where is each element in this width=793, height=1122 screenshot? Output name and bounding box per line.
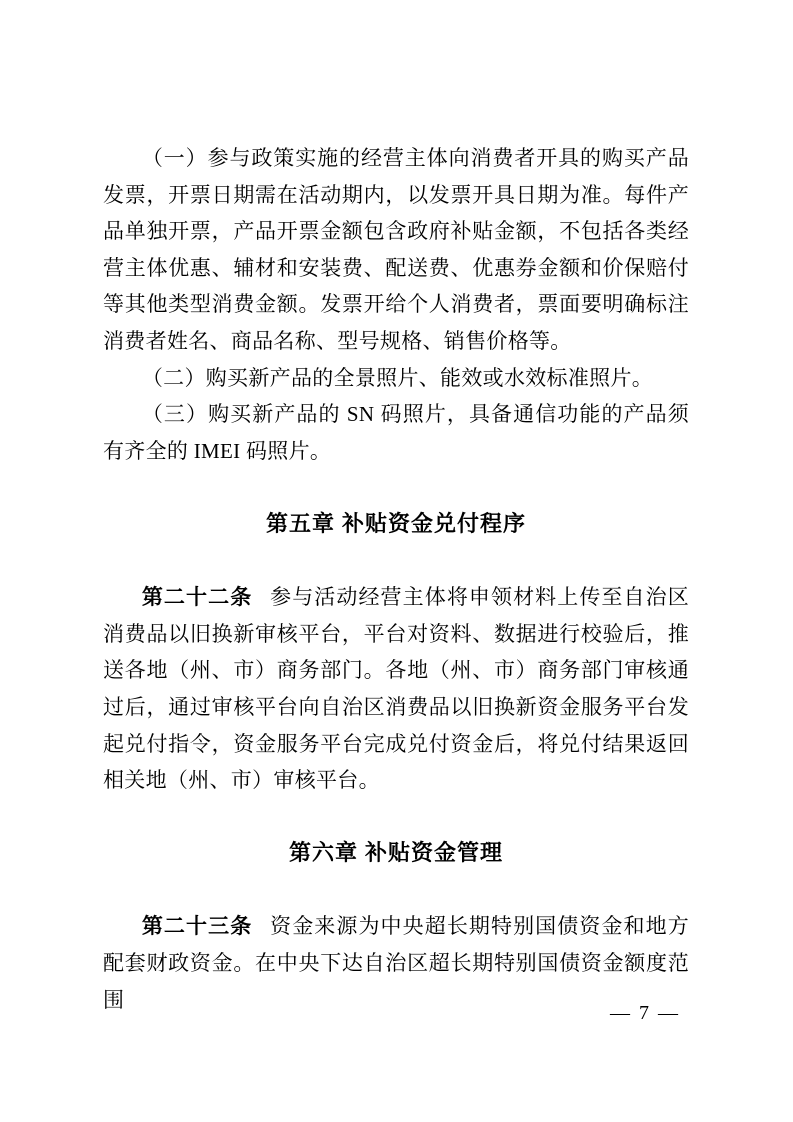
paragraph-item-1: （一）参与政策实施的经营主体向消费者开具的购买产品发票，开票日期需在活动期内，以发票开具日期为准。每件产品单独开票，产品开票金额包含政府补贴金额，不包括各类经营主体优惠、辅材和安装费、配送费、优惠券金额和价保赔付等其他类型消费金额。发票开给个人消费者，票面要明确标注消费者姓名、商品名称、型号规格、销售价格等。 [103, 146, 689, 353]
paragraph-item-2: （二）购买新产品的全景照片、能效或水效标准照片。 [141, 365, 654, 390]
paragraph-article-22 [103, 579, 689, 799]
article-number-22: 第二十二条 [141, 585, 253, 610]
chapter-heading-5: 第五章 补贴资金兑付程序 [265, 510, 527, 536]
paragraph-article-23 [103, 908, 689, 1018]
page-number: — 7 — [610, 1002, 680, 1024]
article-text-23: 资金来源为中央超长期特别国债资金和地方配套财政资金。在中央下达自治区超长期特别国债资金额度范围 [103, 914, 689, 1012]
chapter-heading-6: 第六章 补贴资金管理 [288, 840, 504, 866]
article-text-22: 参与活动经营主体将申领材料上传至自治区消费品以旧换新审核平台，平台对资料、数据进行校验后，推送各地（州、市）商务部门。各地（州、市）商务部门审核通过后，通过审核平台向自治区消费品以旧换新资金服务平台发起兑付指令，资金服务平台完成兑付资金后，将兑付结果返回相关地（州、市）审核平台。 [103, 585, 689, 793]
paragraph-item-3: （三）购买新产品的 SN 码照片，具备通信功能的产品须有齐全的 IMEI 码照片。 [103, 402, 689, 463]
article-number-23: 第二十三条 [141, 914, 253, 939]
